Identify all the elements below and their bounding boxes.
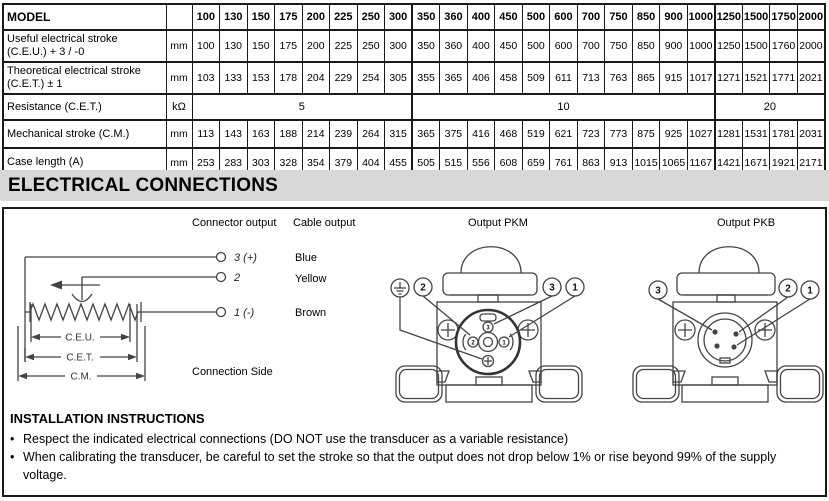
value-cell: 303 (247, 148, 275, 177)
value-cell: 600 (550, 30, 578, 62)
value-cell: 283 (220, 148, 248, 177)
value-cell: 515 (440, 148, 468, 177)
model-col-header: 360 (440, 4, 468, 30)
model-col-header: 130 (220, 4, 248, 30)
cable-color-blue: Blue (295, 252, 318, 264)
unit-cell: mm (166, 120, 192, 148)
value-cell: 305 (385, 62, 413, 94)
value-cell: 365 (412, 120, 440, 148)
value-cell: 925 (660, 120, 688, 148)
terminal-1-label: 1 (-) (234, 307, 255, 319)
value-cell: 1921 (770, 148, 798, 177)
value-cell: 200 (302, 30, 330, 62)
value-cell: 400 (467, 30, 495, 62)
earth-ground-icon (483, 356, 494, 367)
model-col-header: 300 (385, 4, 413, 30)
value-cell: 1271 (715, 62, 743, 94)
value-cell: 1781 (770, 120, 798, 148)
value-cell: 865 (632, 62, 660, 94)
model-col-header: 100 (192, 4, 220, 30)
svg-text:C.E.T.: C.E.T. (66, 352, 94, 364)
value-cell: 163 (247, 120, 275, 148)
svg-text:C.M.: C.M. (70, 371, 92, 383)
pkm-clamp (443, 273, 537, 295)
value-cell: 556 (467, 148, 495, 177)
value-cell: 100 (192, 30, 220, 62)
value-cell: 468 (495, 120, 523, 148)
value-cell: 1771 (770, 62, 798, 94)
unit-cell: kΩ (166, 94, 192, 120)
model-col-header: 500 (522, 4, 550, 30)
value-cell: 509 (522, 62, 550, 94)
resistor-icon (25, 302, 216, 322)
table-row (3, 62, 825, 94)
dimension-cm (18, 372, 145, 383)
value-cell: 350 (412, 30, 440, 62)
pkm-callout-1: 1 (572, 282, 578, 294)
model-col-header: 1750 (770, 4, 798, 30)
value-cell: 143 (220, 120, 248, 148)
value-cell: 763 (605, 62, 633, 94)
value-cell: 505 (412, 148, 440, 177)
value-cell: 225 (330, 30, 358, 62)
value-cell: 2000 (797, 30, 825, 62)
value-cell: 659 (522, 148, 550, 177)
row-label: Case length (A) (3, 148, 166, 177)
model-col-header: 750 (605, 4, 633, 30)
value-cell: 239 (330, 120, 358, 148)
value-cell: 1000 (687, 30, 715, 62)
model-col-header: 850 (632, 4, 660, 30)
pkm-feet (396, 366, 582, 402)
model-header-row (3, 4, 825, 30)
value-cell: 214 (302, 120, 330, 148)
resistance-span-cell: 20 (715, 94, 825, 120)
value-cell: 700 (577, 30, 605, 62)
value-cell: 1500 (742, 30, 770, 62)
value-cell: 360 (440, 30, 468, 62)
value-cell: 611 (550, 62, 578, 94)
unit-cell: mm (166, 62, 192, 94)
value-cell: 113 (192, 120, 220, 148)
value-cell: 915 (660, 62, 688, 94)
table-row (3, 120, 825, 148)
connection-side-label: Connection Side (192, 366, 273, 378)
pkm-title: Output PKM (468, 217, 528, 229)
instruction-bullet-2: • When calibrating the transducer, be careful to set the stroke so that the output does not drop below 1% or rise beyond 99% of the supply voltage. (10, 450, 777, 482)
wiper-arrow-icon (50, 277, 100, 302)
terminal-3-label: 3 (+) (234, 252, 257, 264)
value-cell: 1521 (742, 62, 770, 94)
value-cell: 713 (577, 62, 605, 94)
value-cell: 519 (522, 120, 550, 148)
row-label: Mechanical stroke (C.M.) (3, 120, 166, 148)
pkb-body (673, 302, 777, 385)
model-col-header: 225 (330, 4, 358, 30)
model-col-header: 150 (247, 4, 275, 30)
cable-output-label: Cable output (293, 217, 356, 229)
value-cell: 175 (275, 30, 303, 62)
model-col-header: 600 (550, 4, 578, 30)
terminal-1-circle (217, 308, 226, 317)
value-cell: 404 (357, 148, 385, 177)
dimension-ceu (31, 333, 130, 344)
value-cell: 1065 (660, 148, 688, 177)
pkm-callout-2: 2 (420, 282, 426, 294)
svg-text:2: 2 (471, 340, 475, 347)
model-col-header: 175 (275, 4, 303, 30)
terminal-3-circle (217, 253, 226, 262)
model-col-header: 2000 (797, 4, 825, 30)
value-cell: 416 (467, 120, 495, 148)
value-cell: 379 (330, 148, 358, 177)
pkb-callout-3: 3 (655, 285, 661, 297)
value-cell: 375 (440, 120, 468, 148)
pkb-dome (699, 247, 759, 273)
connector-output-label: Connector output (192, 217, 277, 229)
output-pkb-drawing (630, 230, 826, 412)
model-table-body (3, 30, 825, 177)
value-cell: 1017 (687, 62, 715, 94)
value-cell: 250 (357, 30, 385, 62)
value-cell: 863 (577, 148, 605, 177)
value-cell: 204 (302, 62, 330, 94)
value-cell: 750 (605, 30, 633, 62)
value-cell: 500 (522, 30, 550, 62)
terminal-2-circle (217, 273, 226, 282)
pkm-callout-3: 3 (549, 282, 555, 294)
model-col-header: 200 (302, 4, 330, 30)
row-label: Useful electrical stroke (C.E.U.) + 3 / -0 (3, 30, 166, 62)
value-cell: 1531 (742, 120, 770, 148)
value-cell: 761 (550, 148, 578, 177)
instructions-title: INSTALLATION INSTRUCTIONS (10, 411, 205, 426)
value-cell: 264 (357, 120, 385, 148)
value-cell: 850 (632, 30, 660, 62)
output-pkm-drawing (390, 230, 630, 412)
svg-text:1: 1 (502, 340, 506, 347)
pkm-dome (461, 247, 521, 273)
row-label: Resistance (C.E.T.) (3, 94, 166, 120)
table-row (3, 94, 825, 120)
value-cell: 254 (357, 62, 385, 94)
unit-cell: mm (166, 30, 192, 62)
value-cell: 178 (275, 62, 303, 94)
value-cell: 450 (495, 30, 523, 62)
row-label: Theoretical electrical stroke (C.E.T.) ± 1 (3, 62, 166, 94)
value-cell: 458 (495, 62, 523, 94)
dimension-cet (25, 353, 137, 364)
value-cell: 875 (632, 120, 660, 148)
value-cell: 365 (440, 62, 468, 94)
model-col-header: 250 (357, 4, 385, 30)
section-title: ELECTRICAL CONNECTIONS (8, 174, 279, 196)
value-cell: 153 (247, 62, 275, 94)
svg-text:C.E.U.: C.E.U. (65, 332, 95, 344)
model-col-header: 1250 (715, 4, 743, 30)
value-cell: 900 (660, 30, 688, 62)
model-spec-table (2, 3, 826, 178)
section-bar (0, 170, 829, 201)
value-cell: 406 (467, 62, 495, 94)
value-cell: 133 (220, 62, 248, 94)
model-col-header: 1500 (742, 4, 770, 30)
value-cell: 229 (330, 62, 358, 94)
resistance-span-cell: 5 (192, 94, 412, 120)
model-col-header: 1000 (687, 4, 715, 30)
value-cell: 723 (577, 120, 605, 148)
value-cell: 1027 (687, 120, 715, 148)
pkm-callout-earth (391, 279, 409, 297)
value-cell: 355 (412, 62, 440, 94)
value-cell: 1281 (715, 120, 743, 148)
value-cell: 188 (275, 120, 303, 148)
value-cell: 455 (385, 148, 413, 177)
value-cell: 1167 (687, 148, 715, 177)
model-col-header: 450 (495, 4, 523, 30)
pkb-connector-inner (704, 319, 746, 361)
model-header-label: MODEL (3, 4, 166, 30)
table-row (3, 30, 825, 62)
value-cell: 608 (495, 148, 523, 177)
value-cell: 773 (605, 120, 633, 148)
model-col-header: 400 (467, 4, 495, 30)
value-cell: 1421 (715, 148, 743, 177)
cable-color-yellow: Yellow (295, 273, 327, 285)
value-cell: 300 (385, 30, 413, 62)
bullet-icon: • (10, 450, 15, 464)
value-cell: 2031 (797, 120, 825, 148)
value-cell: 1015 (632, 148, 660, 177)
value-cell: 1760 (770, 30, 798, 62)
value-cell: 1671 (742, 148, 770, 177)
terminal-2-label: 2 (234, 272, 241, 284)
pkb-callout-1: 1 (807, 285, 813, 297)
instruction-bullet-1: • Respect the indicated electrical connections (DO NOT use the transducer as a variable resistance) (10, 432, 569, 446)
value-cell: 150 (247, 30, 275, 62)
value-cell: 2021 (797, 62, 825, 94)
model-col-header: 900 (660, 4, 688, 30)
value-cell: 253 (192, 148, 220, 177)
resistance-span-cell: 10 (412, 94, 715, 120)
value-cell: 328 (275, 148, 303, 177)
cable-color-brown: Brown (295, 307, 327, 319)
electrical-connections-box (2, 207, 827, 497)
value-cell: 621 (550, 120, 578, 148)
svg-text:3: 3 (486, 325, 490, 332)
value-cell: 354 (302, 148, 330, 177)
unit-header-cell (166, 4, 192, 30)
model-col-header: 350 (412, 4, 440, 30)
value-cell: 315 (385, 120, 413, 148)
unit-cell: mm (166, 148, 192, 177)
model-col-header: 700 (577, 4, 605, 30)
value-cell: 1250 (715, 30, 743, 62)
pkb-clamp (677, 273, 775, 295)
value-cell: 103 (192, 62, 220, 94)
value-cell: 2171 (797, 148, 825, 177)
pkb-title: Output PKB (716, 217, 776, 229)
potentiometer-schematic (4, 230, 304, 398)
installation-instructions (10, 411, 818, 484)
value-cell: 913 (605, 148, 633, 177)
pkb-callout-2: 2 (785, 283, 791, 295)
bullet-icon: • (10, 432, 15, 446)
value-cell: 130 (220, 30, 248, 62)
pkb-feet (633, 366, 823, 402)
